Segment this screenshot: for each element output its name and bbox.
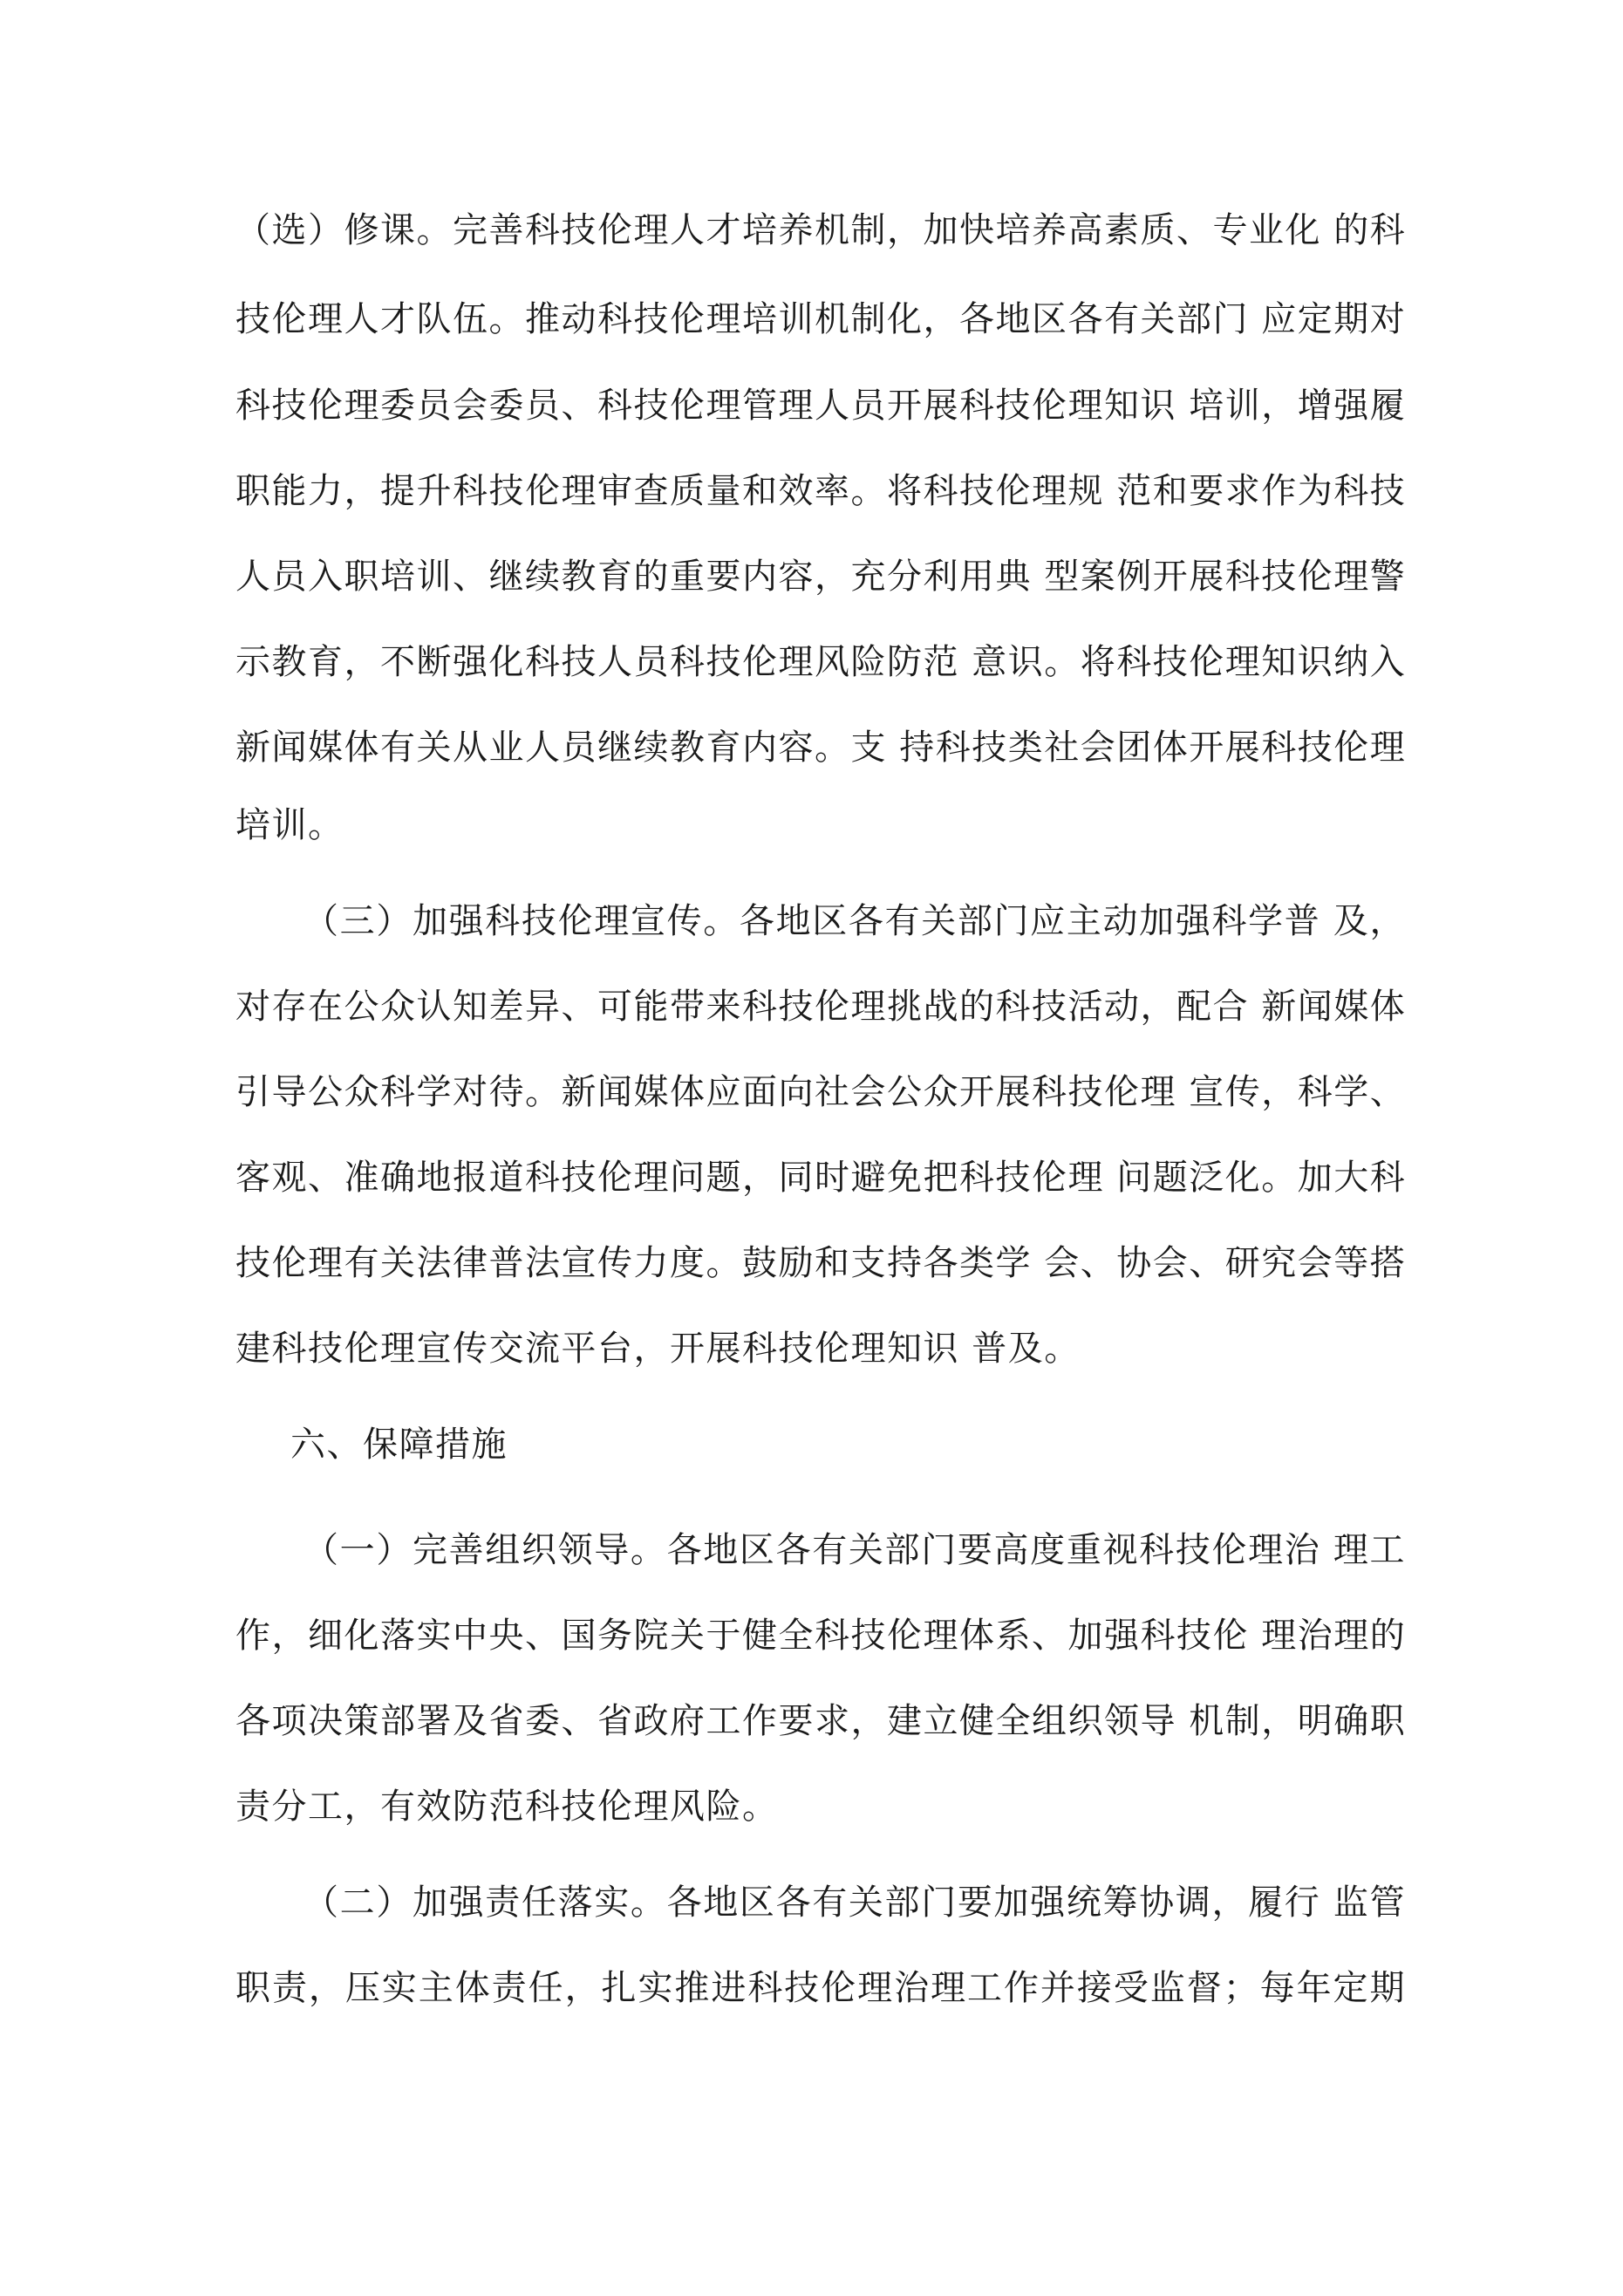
paragraph-line: 科技伦理委员会委员、科技伦理管理人员开展科技伦理知识 培训，增强履 [235,386,1407,426]
paragraph-line: 责分工，有效防范科技伦理风险。 [235,1787,779,1827]
paragraph-line: 引导公众科学对待。新闻媒体应面向社会公众开展科技伦理 宣传，科学、 [235,1072,1407,1112]
paragraph-line: 技伦理有关法律普法宣传力度。鼓励和支持各类学 会、协会、研究会等搭 [235,1243,1407,1283]
section-heading: 六、保障措施 [290,1425,508,1465]
paragraph-line: 新闻媒体有关从业人员继续教育内容。支 持科技类社会团体开展科技伦理 [235,728,1407,768]
paragraph-line: 培训。 [235,805,344,845]
paragraph-line: 各项决策部署及省委、省政府工作要求，建立健全组织领导 机制，明确职 [235,1701,1407,1741]
paragraph-line: 技伦理人才队伍。推动科技伦理培训机制化，各地区各有关部门 应定期对 [235,299,1407,339]
paragraph-line: 示教育，不断强化科技人员科技伦理风险防范 意识。将科技伦理知识纳入 [235,642,1407,682]
paragraph-line: 职能力，提升科技伦理审查质量和效率。将科技伦理规 范和要求作为科技 [235,471,1407,511]
paragraph-line: 职责，压实主体责任，扎实推进科技伦理治理工作并接受监督；每年定期 [235,1968,1406,2008]
paragraph-line: 作，细化落实中央、国务院关于健全科技伦理体系、加强科技伦 理治理的 [235,1616,1407,1656]
paragraph-line: 人员入职培训、继续教育的重要内容，充分利用典 型案例开展科技伦理警 [235,557,1407,597]
paragraph-line: 对存在公众认知差异、可能带来科技伦理挑战的科技活动，配合 新闻媒体 [235,987,1407,1027]
paragraph-line: （选）修课。完善科技伦理人才培养机制，加快培养高素质、专业化 的科 [235,210,1407,250]
paragraph-line: （三）加强科技伦理宣传。各地区各有关部门应主动加强科学普 及， [303,901,1406,941]
paragraph-line: （一）完善组织领导。各地区各有关部门要高度重视科技伦理治 理工 [303,1530,1406,1570]
paragraph-line: 客观、准确地报道科技伦理问题，同时避免把科技伦理 问题泛化。加大科 [235,1158,1407,1198]
paragraph-line: 建科技伦理宣传交流平台，开展科技伦理知识 普及。 [235,1329,1081,1369]
paragraph-line: （二）加强责任落实。各地区各有关部门要加强统筹协调，履行 监管 [303,1883,1406,1923]
